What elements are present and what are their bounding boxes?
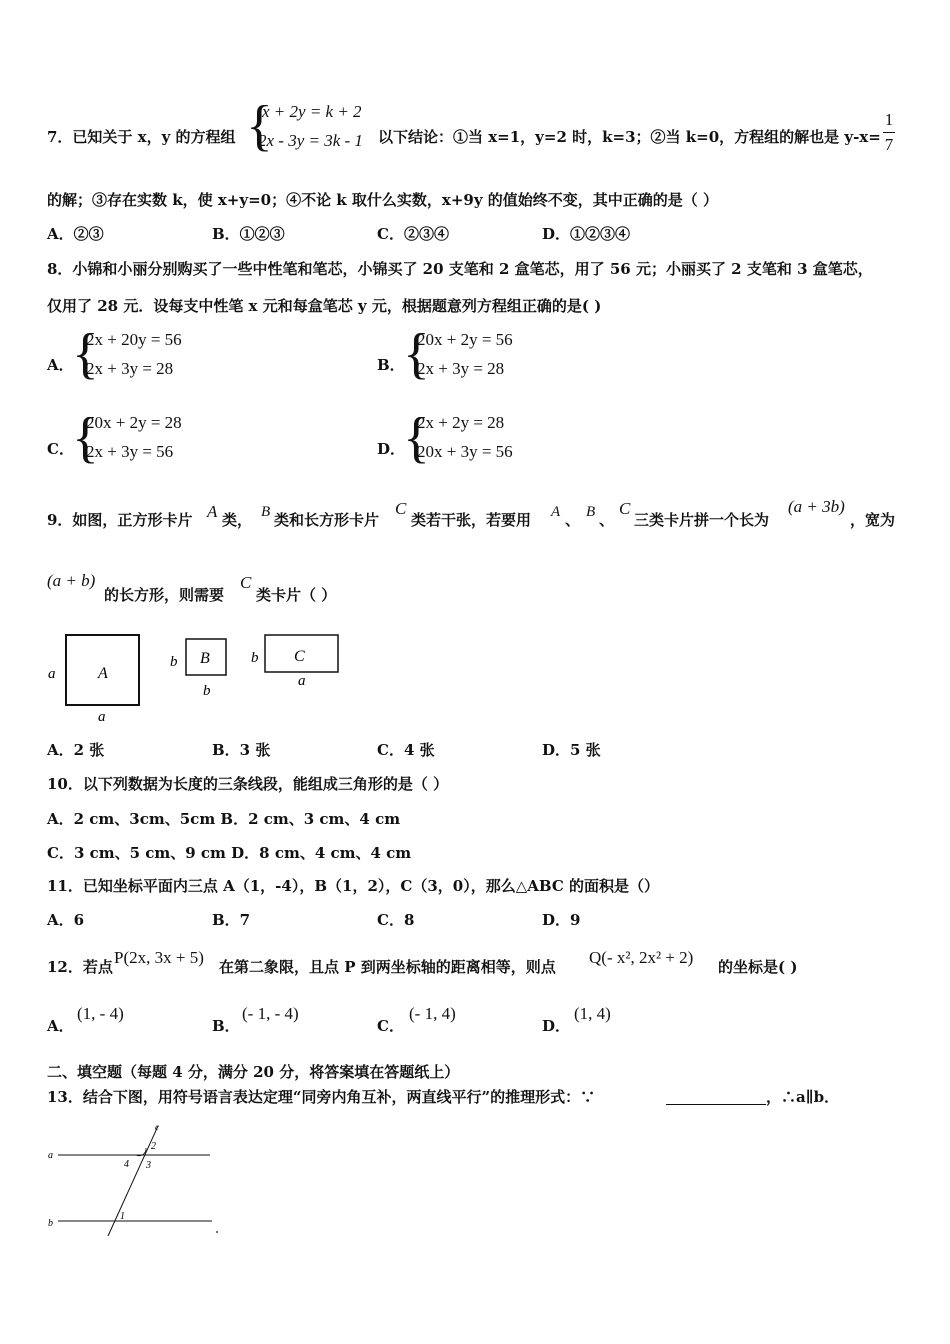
q8-b-eq1: 20x + 2y = 56 [417,330,513,349]
q8-a-eq2: 2x + 3y = 28 [86,359,174,378]
card-a-side-label: a [48,666,56,682]
q9-p3: 类和长方形卡片 [274,511,380,529]
q10-row1: A．2 cm、3cm、5cm B．2 cm、3 cm、4 cm [47,810,401,828]
q12-option-c-value: (- 1, 4) [409,1004,456,1023]
stray-dot [216,1231,218,1233]
q11-option-c: C．8 [377,911,415,929]
q8-b-brace: { [403,323,430,385]
q10-stem: 10．以下列数据为长度的三条线段，能组成三角形的是（ ） [47,775,449,793]
label-angle-2: 2 [151,1141,156,1152]
q8-a-brace: { [72,323,99,385]
q13-p2: ，∴a∥b． [766,1088,840,1106]
q9-sep2: 、 [599,511,615,529]
q7-fraction [882,110,896,155]
q7-option-d: D．①②③④ [542,225,631,243]
label-angle-4: 4 [124,1159,129,1170]
q7-lead: 7．已知关于 x，y 的方程组 [47,128,236,146]
q9-p1: 9．如图，正方形卡片 [47,511,193,529]
q7-frac-den: 7 [884,135,894,154]
q12-option-a-value: (1, - 4) [77,1004,124,1023]
q8-c-eq1: 20x + 2y = 28 [86,413,182,432]
q7-option-c: C．②③④ [377,225,449,243]
q7-mid: 以下结论：①当 x=1，y=2 时，k=3；②当 k=0，方程组的解也是 y-x= [378,128,881,146]
q12-p2: 在第二象限，且点 P 到两坐标轴的距离相等，则点 [219,958,556,976]
q9-p7: 的长方形，则需要 [104,586,225,604]
card-b-side-label: b [170,654,178,670]
card-c-side-label: b [251,650,259,666]
q9-var-b2: B [586,504,596,520]
label-angle-1: 1 [120,1211,125,1222]
q12-point-p: P(2x, 3x + 5) [114,948,204,967]
card-a-bottom-label: a [98,709,106,725]
q13-answer-blank[interactable] [666,1104,766,1105]
q11-option-a: A．6 [47,911,85,929]
q9-var-c3: C [240,573,252,592]
q9-var-a: A [207,502,218,521]
label-angle-3: 3 [146,1160,151,1171]
q8-c-eq2: 2x + 3y = 56 [86,442,174,461]
q8-line1: 8．小锦和小丽分别购买了一些中性笔和笔芯，小锦买了 20 支笔和 2 盒笔芯，用了 56 元；小丽买了 2 支笔和 3 盒笔芯， [47,260,873,278]
section-2-heading: 二、填空题（每题 4 分，满分 20 分，将答案填在答题纸上） [47,1063,460,1081]
q9-length: (a + 3b) [788,497,845,516]
q9-option-a: A．2 张 [47,741,105,759]
q12-option-b-label: B． [212,1017,240,1035]
q8-d-eq1: 2x + 2y = 28 [417,413,505,432]
q8-a-label: A． [47,356,74,374]
q12-point-q: Q(- x², 2x² + 2) [589,948,694,967]
q7-option-b: B．①②③ [212,225,285,243]
q9-p4: 类若干张，若要用 [411,511,532,529]
q8-d-brace: { [403,407,430,469]
q9-var-a2: A [551,504,561,520]
q8-d-label: D． [377,440,406,458]
q7-eq1: x + 2y = k + 2 [262,102,362,121]
q11-option-d: D．9 [542,911,581,929]
q12-option-d-label: D． [542,1017,571,1035]
q7-frac-num: 1 [884,110,894,129]
q12-option-d-value: (1, 4) [574,1004,611,1023]
q9-option-b: B．3 张 [212,741,271,759]
q9-cards-figure [40,625,350,725]
q9-p6: ，宽为 [850,511,896,529]
q9-sep1: 、 [565,511,581,529]
label-b: b [48,1218,53,1229]
q9-option-c: C．4 张 [377,741,435,759]
q8-c-label: C． [47,440,74,458]
card-c-label: C [294,648,305,665]
card-b-label: B [200,650,210,667]
q9-var-c: C [395,499,407,518]
q8-a-eq1: 2x + 20y = 56 [86,330,182,349]
q9-var-c2: C [619,499,631,518]
q9-option-d: D．5 张 [542,741,601,759]
label-a: a [48,1150,53,1161]
q9-width: (a + b) [47,571,96,590]
q13-p1: 13．结合下图，用符号语言表达定理“同旁内角互补，两直线平行”的推理形式：∵ [47,1088,596,1106]
q12-p3: 的坐标是( ) [718,958,798,976]
q10-row2: C．3 cm、5 cm、9 cm D．8 cm、4 cm、4 cm [47,844,412,862]
q8-b-eq2: 2x + 3y = 28 [417,359,505,378]
q12-option-a-label: A． [47,1017,74,1035]
q8-c-brace: { [72,407,99,469]
q11-stem: 11．已知坐标平面内三点 A（1，-4），B（1，2），C（3，0），那么△ABC 的面积是（） [47,877,659,895]
q7-brace: { [246,95,273,157]
q8-line2: 仅用了 28 元．设每支中性笔 x 元和每盒笔芯 y 元，根据题意列方程组正确的是( ) [47,297,602,315]
q8-d-eq2: 20x + 3y = 56 [417,442,513,461]
q12-option-c-label: C． [377,1017,404,1035]
q7-line2: 的解；③存在实数 k，使 x+y=0；④不论 k 取什么实数，x+9y 的值始终不变，其中正确的是（ ） [47,191,719,209]
card-a-label: A [98,665,108,682]
label-c: c [155,1122,159,1132]
q8-b-label: B． [377,356,405,374]
q13-parallel-lines-figure [40,1118,230,1238]
q7-frac-bar [883,132,895,133]
q12-p1: 12．若点 [47,958,113,976]
q9-p8: 类卡片（ ） [256,586,337,604]
q7-option-a: A．②③ [47,225,104,243]
q11-option-b: B．7 [212,911,251,929]
q7-eq2: 2x - 3y = 3k - 1 [258,131,363,150]
q9-p5: 三类卡片拼一个长为 [634,511,770,529]
q12-option-b-value: (- 1, - 4) [242,1004,299,1023]
q9-p2: 类， [222,511,253,529]
q9-var-b: B [261,504,271,520]
card-c-bottom-label: a [298,673,306,689]
card-b-bottom-label: b [203,683,211,699]
